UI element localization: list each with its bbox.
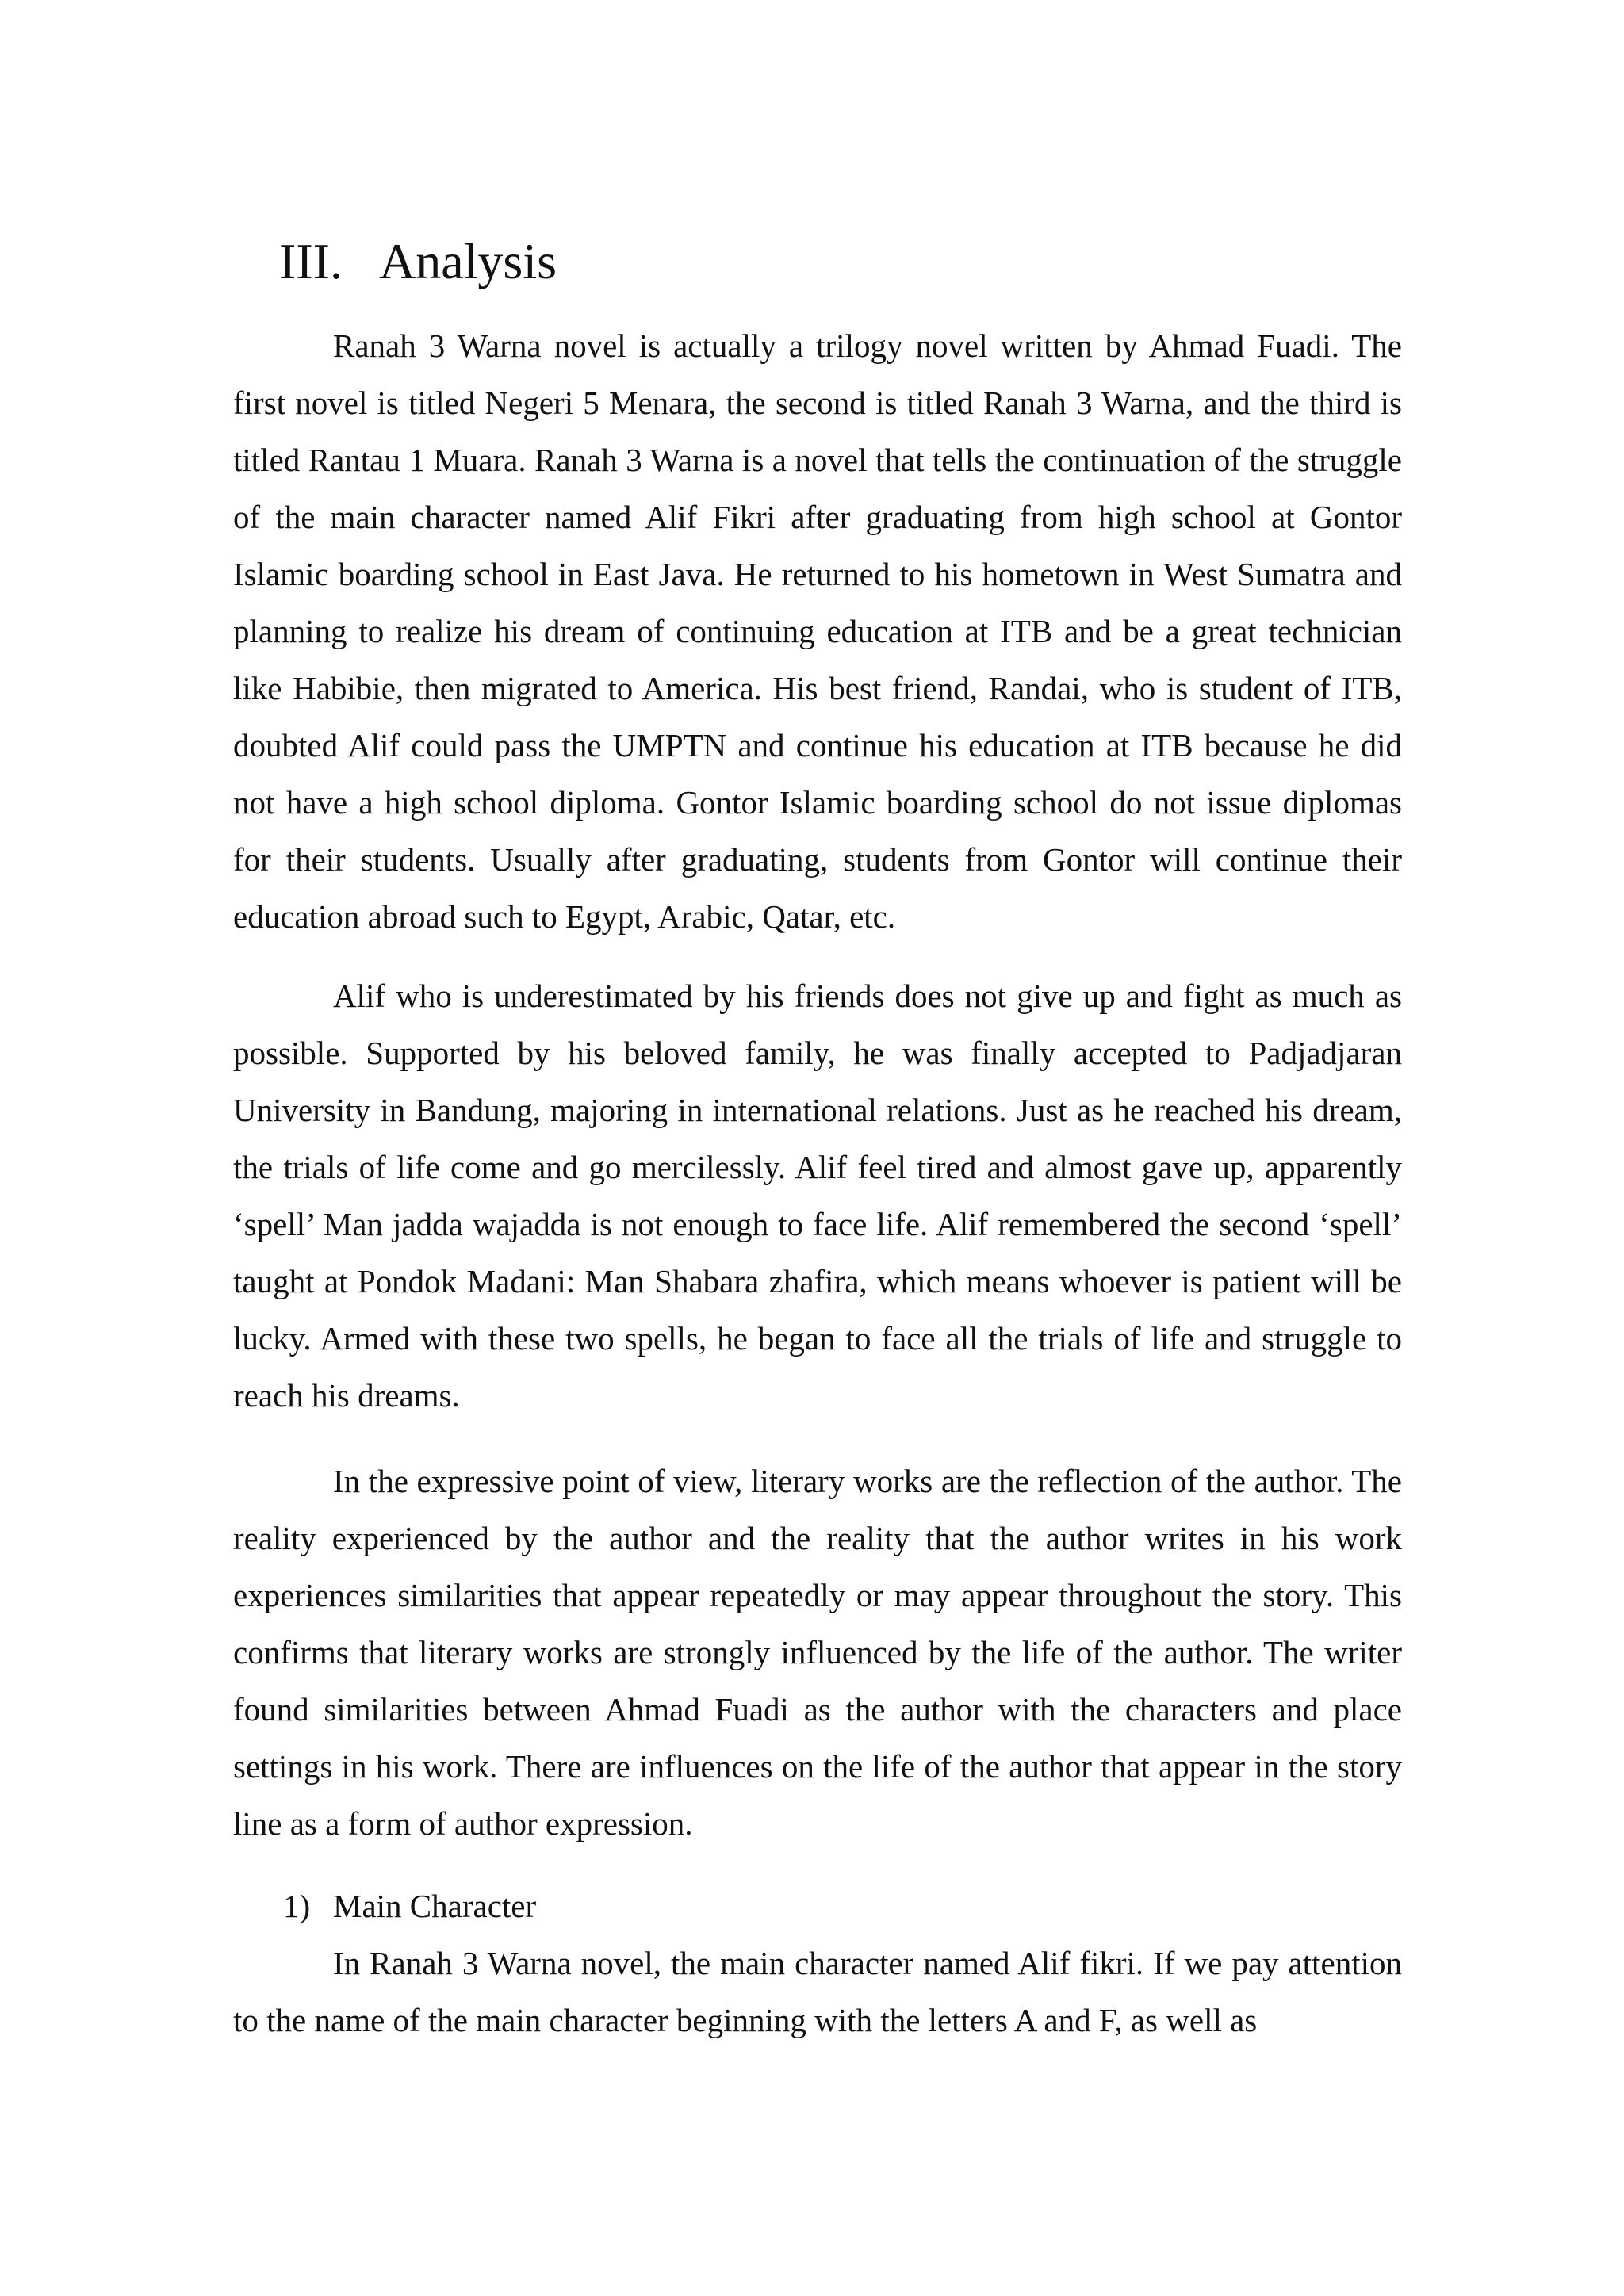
- list-marker: 1): [283, 1888, 311, 1924]
- paragraph-text: Ranah 3 Warna novel is actually a trilogy novel written by Ahmad Fuadi. The first novel is titled Negeri 5 Menara, the second is titled Ranah 3 Warna, and the third is titled Rantau 1 Muara. Ranah 3 Warna is a novel that tells the continuation of the struggle of the main character named Alif Fikri after graduating from high school at Gontor Islamic boarding school in East Java. He returned to his hometown in West Sumatra and planning to realize his dream of continuing education at ITB and be a great technician like Habibie, then migrated to America. His best friend, Randai, who is student of ITB, doubted Alif could pass the UMPTN and continue his education at ITB because he did not have a high school diploma. Gontor Islamic boarding school do not issue diplomas for their students. Usually after graduating, students from Gontor will continue their education abroad such to Egypt, Arabic, Qatar, etc.: [233, 327, 1402, 935]
- paragraph-expressive-view: [233, 1452, 1402, 1852]
- paragraph-trilogy-overview: [233, 317, 1402, 945]
- list-item-main-character: [283, 1877, 536, 1934]
- section-heading: [279, 228, 557, 295]
- section-title: Analysis: [379, 233, 557, 289]
- paragraph-text: In Ranah 3 Warna novel, the main character named Alif fikri. If we pay attention to the name of the main character beginning with the letters A and F, as well as: [233, 1945, 1402, 2038]
- paragraph-alif-struggle: [233, 967, 1402, 1424]
- list-item-label: Main Character: [333, 1888, 537, 1924]
- section-number: III.: [279, 233, 343, 289]
- paragraph-text: In the expressive point of view, literary works are the reflection of the author. The reality experienced by the author and the reality that the author writes in his work experiences similarities that appear repeatedly or may appear throughout the story. This confirms that literary works are strongly influenced by the life of the author. The writer found similarities between Ahmad Fuadi as the author with the characters and place settings in his work. There are influences on the life of the author that appear in the story line as a form of author expression.: [233, 1463, 1402, 1842]
- paragraph-text: Alif who is underestimated by his friends does not give up and fight as much as possible. Supported by his beloved family, he was finally accepted to Padjadjaran University in Bandung, majoring in international relations. Just as he reached his dream, the trials of life come and go mercilessly. Alif feel tired and almost gave up, apparently ‘spell’ Man jadda wajadda is not enough to face life. Alif remembered the second ‘spell’ taught at Pondok Madani: Man Shabara zhafira, which means whoever is patient will be lucky. Armed with these two spells, he began to face all the trials of life and struggle to reach his dreams.: [233, 978, 1402, 1414]
- paragraph-main-character: [233, 1934, 1402, 2049]
